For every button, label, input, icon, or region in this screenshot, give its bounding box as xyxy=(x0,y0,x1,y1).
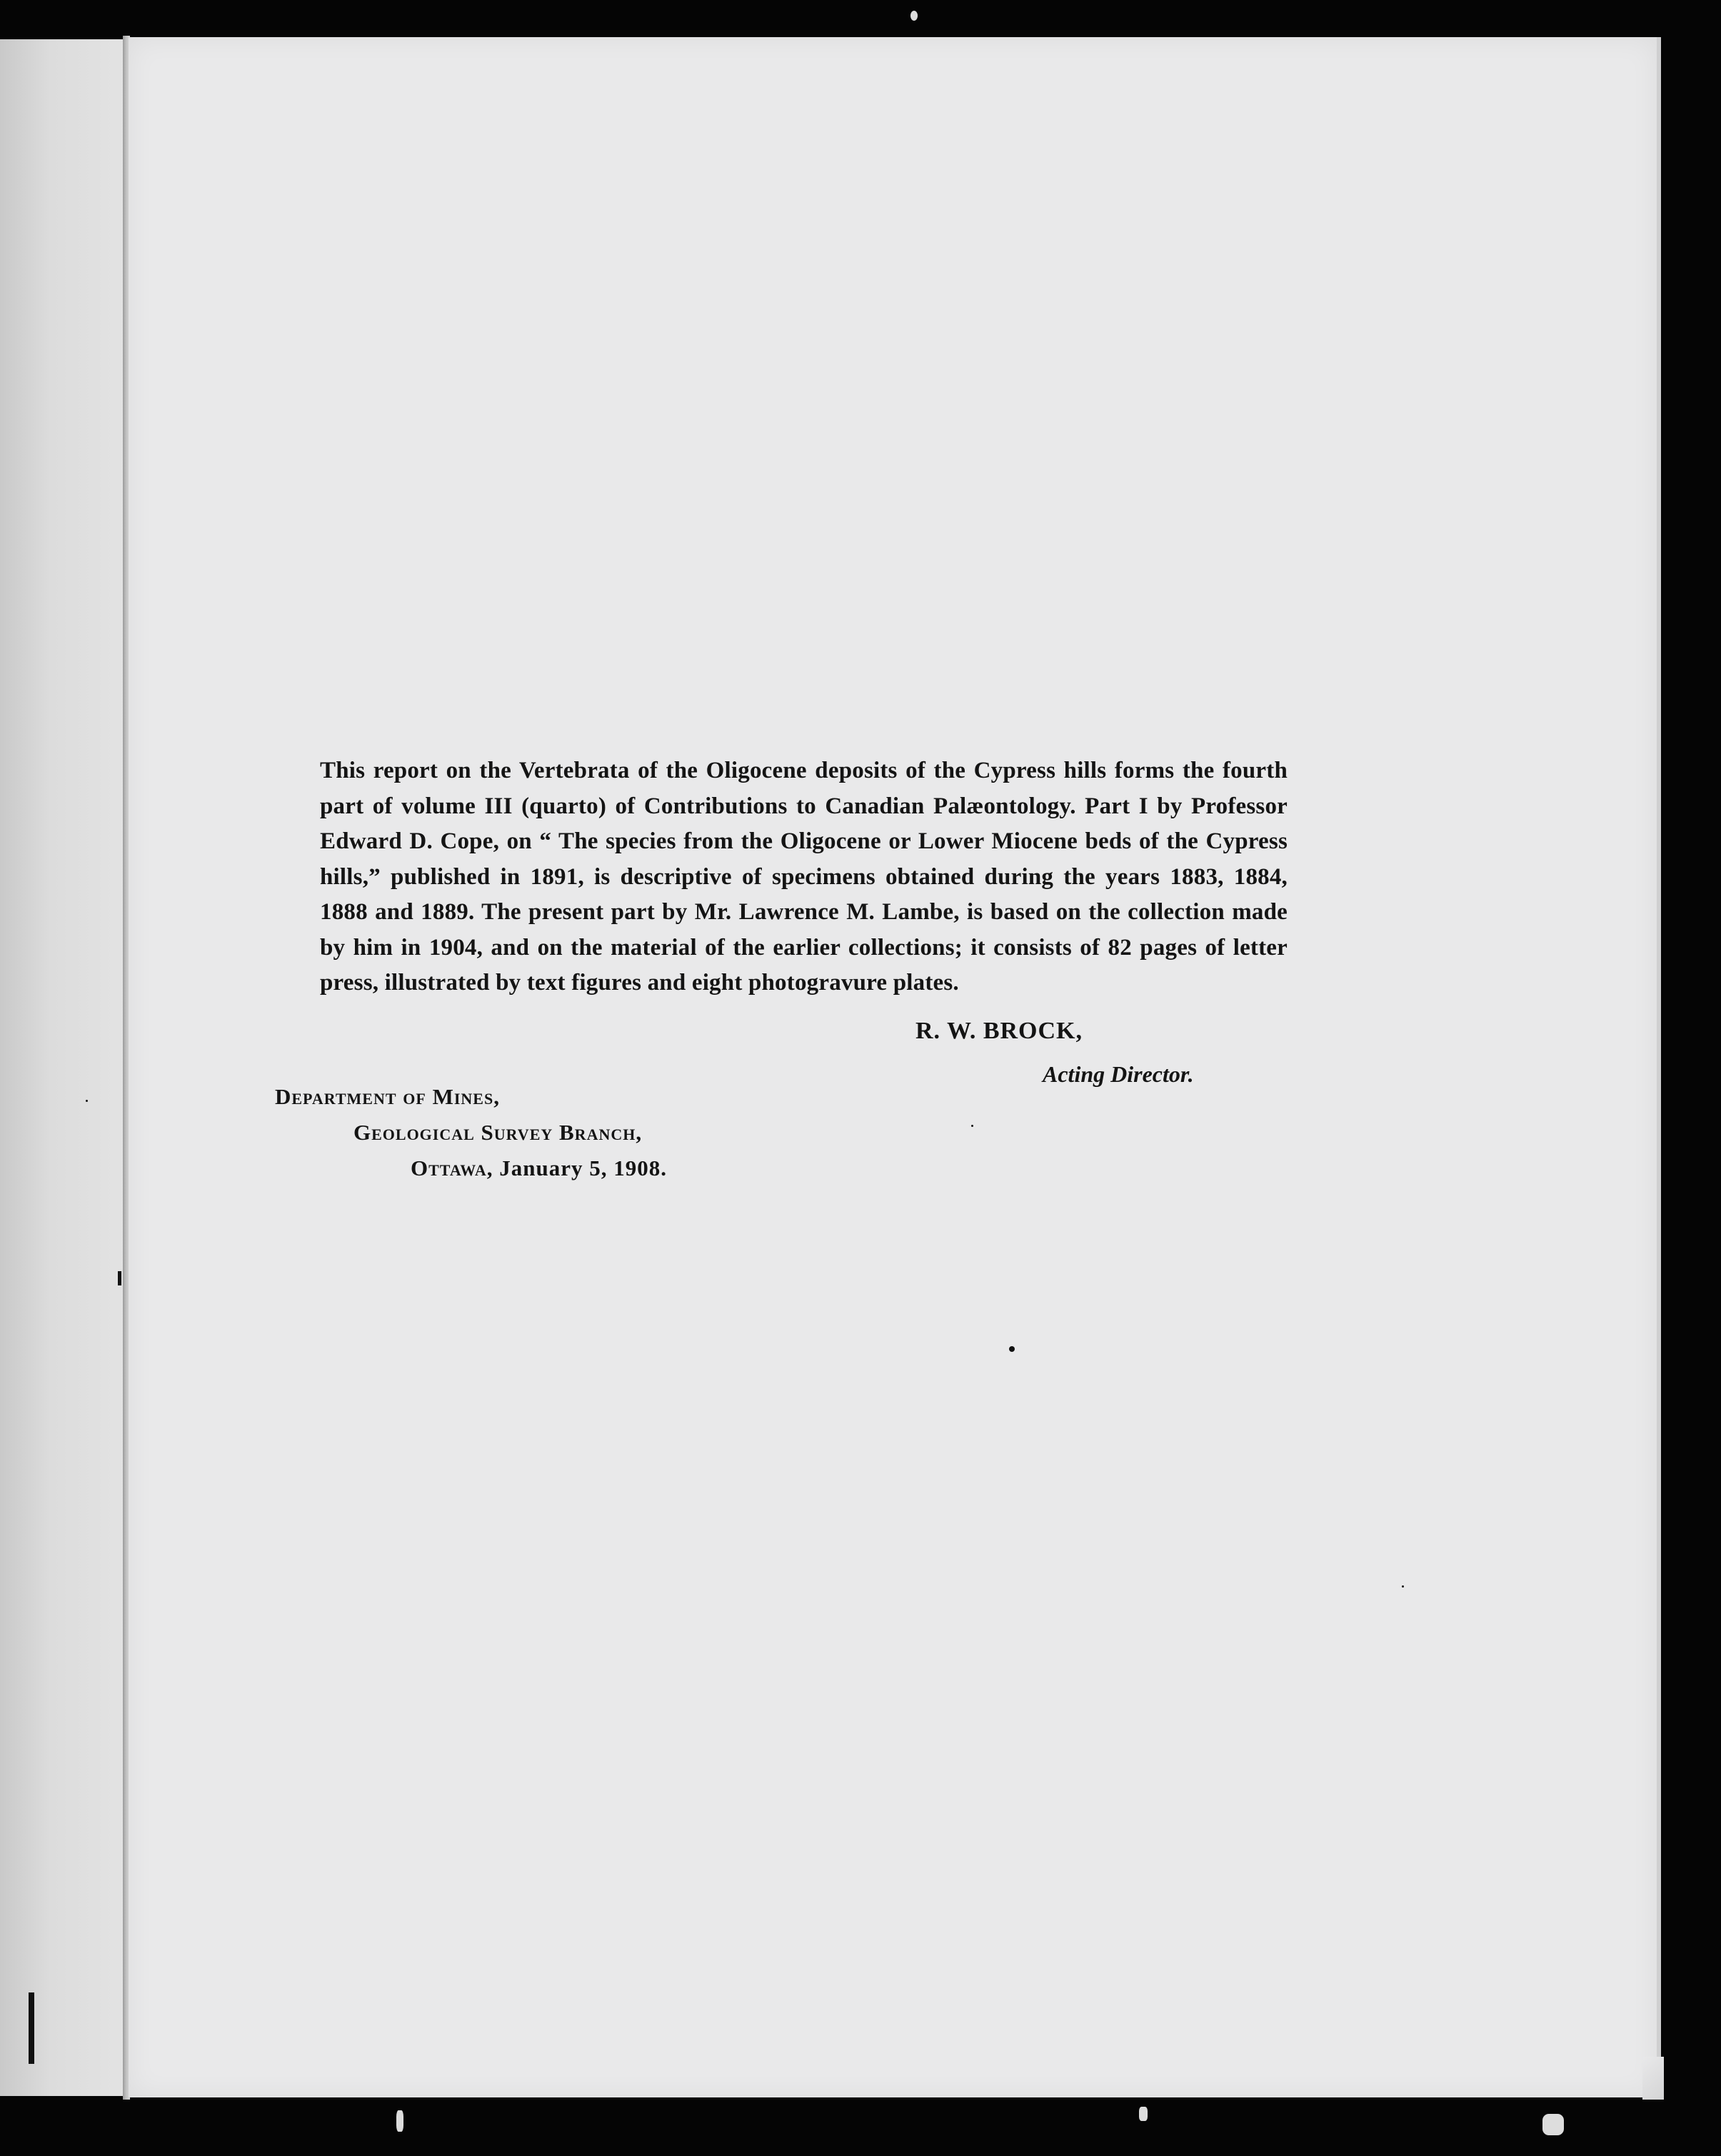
scan-speck xyxy=(971,1125,973,1127)
scan-speck xyxy=(29,1992,34,2064)
page-corner xyxy=(1642,2057,1664,2100)
paragraph-text: This report on the Vertebrata of the Oligocene deposits of the Cypress hills forms the fourth part of volume III (quarto) of Contributions to Canadian Palæontology. Part I by Professor Edward D. Cope, on “ The species from the Oligocene or Lower Miocene beds of the Cypress hills,” published in 1891, is descriptive of specimens obtained during the years 1883, 1884, 1888 and 1889. The present part by Mr. Lawrence M. Lambe, is based on the collection made by him in 1904, and on the material of the earlier collections; it consists of 82 pages of letter press, illustrated by text figures and eight photogravure plates. xyxy=(320,758,1288,996)
address-place-date xyxy=(411,1155,667,1181)
address-branch: Geological Survey Branch, xyxy=(353,1120,643,1145)
scan-speck xyxy=(1139,2107,1148,2121)
scan-speck xyxy=(1402,1585,1404,1588)
signature-name: R. W. BROCK, xyxy=(915,1018,1083,1044)
scan-speck xyxy=(1009,1346,1015,1352)
scan-speck xyxy=(396,2110,403,2132)
report-paragraph xyxy=(320,753,1288,1001)
facing-page-edge xyxy=(0,39,127,2096)
address-date: January 5, 1908. xyxy=(499,1155,667,1180)
scan-speck xyxy=(910,11,918,21)
signature-title: Acting Director. xyxy=(1043,1061,1194,1087)
address-department: Department of Mines, xyxy=(275,1084,500,1109)
scan-speck xyxy=(1542,2114,1564,2135)
address-place: Ottawa, xyxy=(411,1155,493,1180)
scan-speck xyxy=(118,1271,121,1285)
scan-speck xyxy=(86,1100,88,1102)
document-page xyxy=(129,37,1661,2097)
